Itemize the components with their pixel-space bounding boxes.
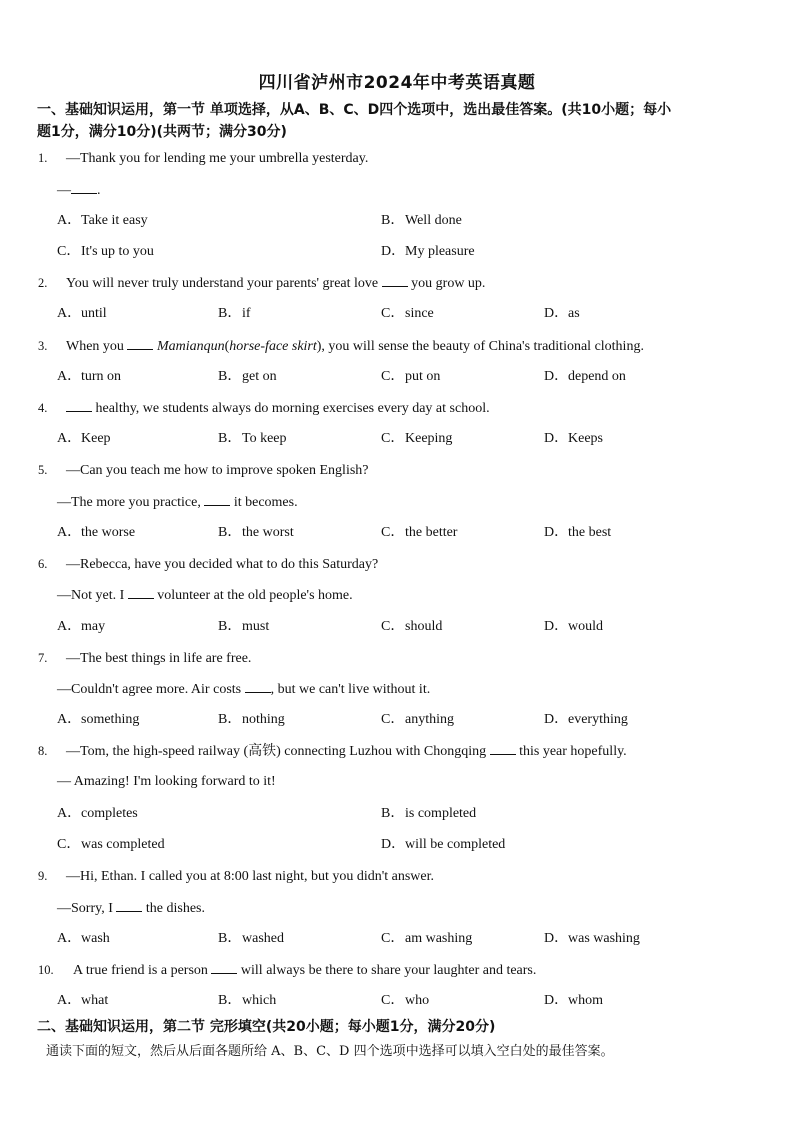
question-3-stem [38, 337, 644, 356]
answer-blank [490, 742, 516, 755]
q6-option-a [57, 618, 105, 636]
option-letter: C． [381, 431, 405, 446]
question-text: —Can you teach me how to improve spoken English? [66, 463, 369, 478]
option-text: To keep [242, 431, 287, 446]
question-text: You will never truly understand your parents' great love [66, 276, 382, 291]
question-text: —Tom, the high-speed railway (高铁) connecting Luzhou with Chongqing [66, 744, 490, 759]
section2-intro: 通读下面的短文，然后从后面各题所给 A、B、C、D 四个选项中选择可以填入空白处的最佳答案。 [46, 1044, 614, 1059]
answer-blank [66, 399, 92, 412]
option-text: the worst [242, 525, 294, 540]
question-text: When you [66, 339, 128, 354]
option-text: would [568, 619, 603, 634]
question-6-reply [57, 586, 353, 605]
option-letter: A． [57, 525, 82, 540]
option-letter: B． [218, 619, 242, 634]
option-text: Take it easy [81, 213, 148, 228]
option-letter: A． [57, 993, 82, 1008]
question-number: 7. [38, 651, 48, 665]
q6-option-d [544, 618, 603, 636]
question-text: this year hopefully. [515, 744, 627, 759]
question-text: —Rebecca, have you decided what to do this Saturday? [66, 557, 379, 572]
option-letter: B． [381, 806, 405, 821]
option-letter: C． [381, 525, 405, 540]
reply-text: . [97, 183, 101, 198]
question-text: healthy, we students always do morning exercises every day at school. [92, 401, 490, 416]
reply-text: — Amazing! I'm looking forward to it! [57, 774, 276, 789]
q4-option-d [544, 430, 603, 448]
answer-blank [382, 274, 408, 287]
answer-blank [245, 680, 271, 693]
option-letter: C． [381, 619, 405, 634]
option-letter: C． [381, 993, 405, 1008]
option-text: turn on [81, 369, 122, 384]
option-letter: A． [57, 619, 82, 634]
question-4-stem [38, 399, 490, 418]
q9-option-c [381, 930, 472, 948]
option-letter: B． [218, 931, 242, 946]
option-letter: D． [544, 993, 569, 1008]
q10-option-d [544, 992, 603, 1010]
option-letter: D． [544, 525, 569, 540]
reply-text: it becomes. [230, 495, 298, 510]
q10-option-a [57, 992, 108, 1010]
option-letter: A． [57, 431, 82, 446]
q3-option-b [218, 368, 277, 386]
question-text: —The best things in life are free. [66, 651, 252, 666]
option-letter: A． [57, 369, 82, 384]
option-letter: B． [218, 712, 242, 727]
option-text: must [242, 619, 270, 634]
reply-text: —Couldn't agree more. Air costs [57, 682, 245, 697]
option-letter: A． [57, 306, 82, 321]
q4-option-b [218, 430, 287, 448]
question-number: 1. [38, 151, 48, 165]
option-letter: D． [544, 619, 569, 634]
option-text: Keeping [405, 431, 453, 446]
option-letter: B． [218, 369, 242, 384]
q8-option-d [381, 836, 505, 854]
q8-option-a [57, 805, 138, 823]
italic-term: Mamianqun [156, 339, 225, 354]
option-text: Well done [405, 213, 462, 228]
question-7-reply [57, 680, 430, 699]
question-9-reply [57, 899, 205, 918]
section2-heading: 二、基础知识运用，第二节 完形填空(共20小题；每小题1分，满分20分) [37, 1019, 496, 1035]
question-8-stem [38, 742, 627, 761]
question-2-stem [38, 274, 485, 293]
reply-text: —The more you practice, [57, 495, 205, 510]
option-letter: B． [381, 213, 405, 228]
q5-option-c [381, 524, 457, 542]
option-letter: D． [381, 244, 406, 259]
q7-option-b [218, 711, 285, 729]
q2-option-c [381, 305, 434, 323]
q5-option-a [57, 524, 135, 542]
question-9-stem [38, 867, 434, 886]
option-letter: D． [544, 712, 569, 727]
question-1-stem [38, 149, 368, 168]
option-letter: D． [544, 431, 569, 446]
question-text: ), you will sense the beauty of China's traditional clothing. [316, 339, 644, 354]
question-text: you grow up. [407, 276, 486, 291]
q5-option-d [544, 524, 611, 542]
option-text: was completed [81, 837, 165, 852]
option-letter: B． [218, 525, 242, 540]
q5-option-b [218, 524, 294, 542]
option-text: something [81, 712, 140, 727]
q3-option-c [381, 368, 440, 386]
option-letter: C． [381, 369, 405, 384]
option-text: which [242, 993, 277, 1008]
question-8-reply [57, 773, 276, 791]
italic-term: horse-face skirt [229, 339, 317, 354]
question-number: 2. [38, 276, 48, 290]
option-text: completes [81, 806, 138, 821]
q7-option-a [57, 711, 139, 729]
option-text: is completed [405, 806, 477, 821]
q1-option-d [381, 243, 475, 261]
q9-option-a [57, 930, 110, 948]
option-text: the better [405, 525, 458, 540]
question-number: 3. [38, 339, 48, 353]
answer-blank [204, 493, 230, 506]
reply-text: volunteer at the old people's home. [153, 588, 353, 603]
answer-blank [71, 181, 97, 194]
q9-option-b [218, 930, 284, 948]
page-title: 四川省泸州市2024年中考英语真题 [258, 73, 536, 93]
question-text: will always be there to share your laughter and tears. [237, 963, 537, 978]
q8-option-c [57, 836, 165, 854]
option-text: who [405, 993, 430, 1008]
option-letter: C． [381, 306, 405, 321]
option-letter: B． [218, 993, 242, 1008]
option-text: will be completed [405, 837, 506, 852]
option-text: since [405, 306, 434, 321]
option-letter: D． [544, 369, 569, 384]
question-text: —Thank you for lending me your umbrella yesterday. [66, 151, 369, 166]
q4-option-c [381, 430, 452, 448]
option-text: may [81, 619, 106, 634]
question-number: 10. [38, 963, 54, 977]
option-letter: A． [57, 931, 82, 946]
answer-blank [127, 337, 153, 350]
question-number: 6. [38, 557, 48, 571]
option-letter: A． [57, 712, 82, 727]
reply-text: —Sorry, I [57, 901, 117, 916]
q7-option-c [381, 711, 454, 729]
question-1-reply [57, 181, 101, 200]
option-letter: D． [544, 931, 569, 946]
option-letter: C． [57, 837, 81, 852]
option-text: am washing [405, 931, 473, 946]
option-text: My pleasure [405, 244, 475, 259]
section1-heading-line1: 一、基础知识运用，第一节 单项选择，从A、B、C、D四个选项中，选出最佳答案。(共10小题；每小 [37, 102, 672, 118]
option-text: get on [242, 369, 277, 384]
q4-option-a [57, 430, 111, 448]
option-text: washed [242, 931, 284, 946]
option-text: Keep [81, 431, 111, 446]
q1-option-b [381, 212, 462, 230]
q1-option-a [57, 212, 148, 230]
option-text: wash [81, 931, 110, 946]
option-text: whom [568, 993, 603, 1008]
q2-option-b [218, 305, 251, 323]
answer-blank [211, 961, 237, 974]
option-text: until [81, 306, 107, 321]
option-text: if [242, 306, 251, 321]
option-letter: B． [218, 431, 242, 446]
option-text: the best [568, 525, 612, 540]
option-letter: D． [381, 837, 406, 852]
q10-option-b [218, 992, 276, 1010]
option-letter: C． [57, 244, 81, 259]
question-6-stem [38, 555, 378, 574]
option-text: put on [405, 369, 441, 384]
answer-blank [116, 899, 142, 912]
answer-blank [128, 586, 154, 599]
question-5-stem [38, 461, 369, 480]
option-letter: D． [544, 306, 569, 321]
question-text: ( [224, 339, 230, 354]
question-number: 9. [38, 869, 48, 883]
question-number: 8. [38, 744, 48, 758]
question-7-stem [38, 649, 251, 668]
q2-option-a [57, 305, 107, 323]
option-text: It's up to you [81, 244, 154, 259]
option-text: what [81, 993, 109, 1008]
q6-option-c [381, 618, 442, 636]
question-text: A true friend is a person [73, 963, 212, 978]
option-text: everything [568, 712, 628, 727]
option-text: the worse [81, 525, 136, 540]
q8-option-b [381, 805, 476, 823]
option-text: depend on [568, 369, 626, 384]
option-text: Keeps [568, 431, 603, 446]
question-number: 5. [38, 463, 48, 477]
option-letter: A． [57, 213, 82, 228]
option-letter: A． [57, 806, 82, 821]
reply-text: the dishes. [142, 901, 205, 916]
reply-text: — [57, 183, 71, 198]
q3-option-a [57, 368, 121, 386]
reply-text: —Not yet. I [57, 588, 128, 603]
q10-option-c [381, 992, 429, 1010]
q6-option-b [218, 618, 269, 636]
option-text: nothing [242, 712, 285, 727]
option-letter: C． [381, 712, 405, 727]
question-text: —Hi, Ethan. I called you at 8:00 last night, but you didn't answer. [66, 869, 435, 884]
q9-option-d [544, 930, 640, 948]
q3-option-d [544, 368, 626, 386]
q2-option-d [544, 305, 580, 323]
option-text: should [405, 619, 443, 634]
question-10-stem [38, 961, 536, 980]
section1-heading [37, 99, 762, 143]
reply-text: , but we can't live without it. [270, 682, 431, 697]
option-text: anything [405, 712, 454, 727]
option-text: as [568, 306, 580, 321]
q7-option-d [544, 711, 628, 729]
section1-heading-line2: 题1分，满分10分)(共两节；满分30分) [37, 124, 287, 140]
option-letter: C． [381, 931, 405, 946]
q1-option-c [57, 243, 154, 261]
option-letter: B． [218, 306, 242, 321]
question-5-reply [57, 493, 298, 512]
option-text: was washing [568, 931, 640, 946]
question-number: 4. [38, 401, 48, 415]
